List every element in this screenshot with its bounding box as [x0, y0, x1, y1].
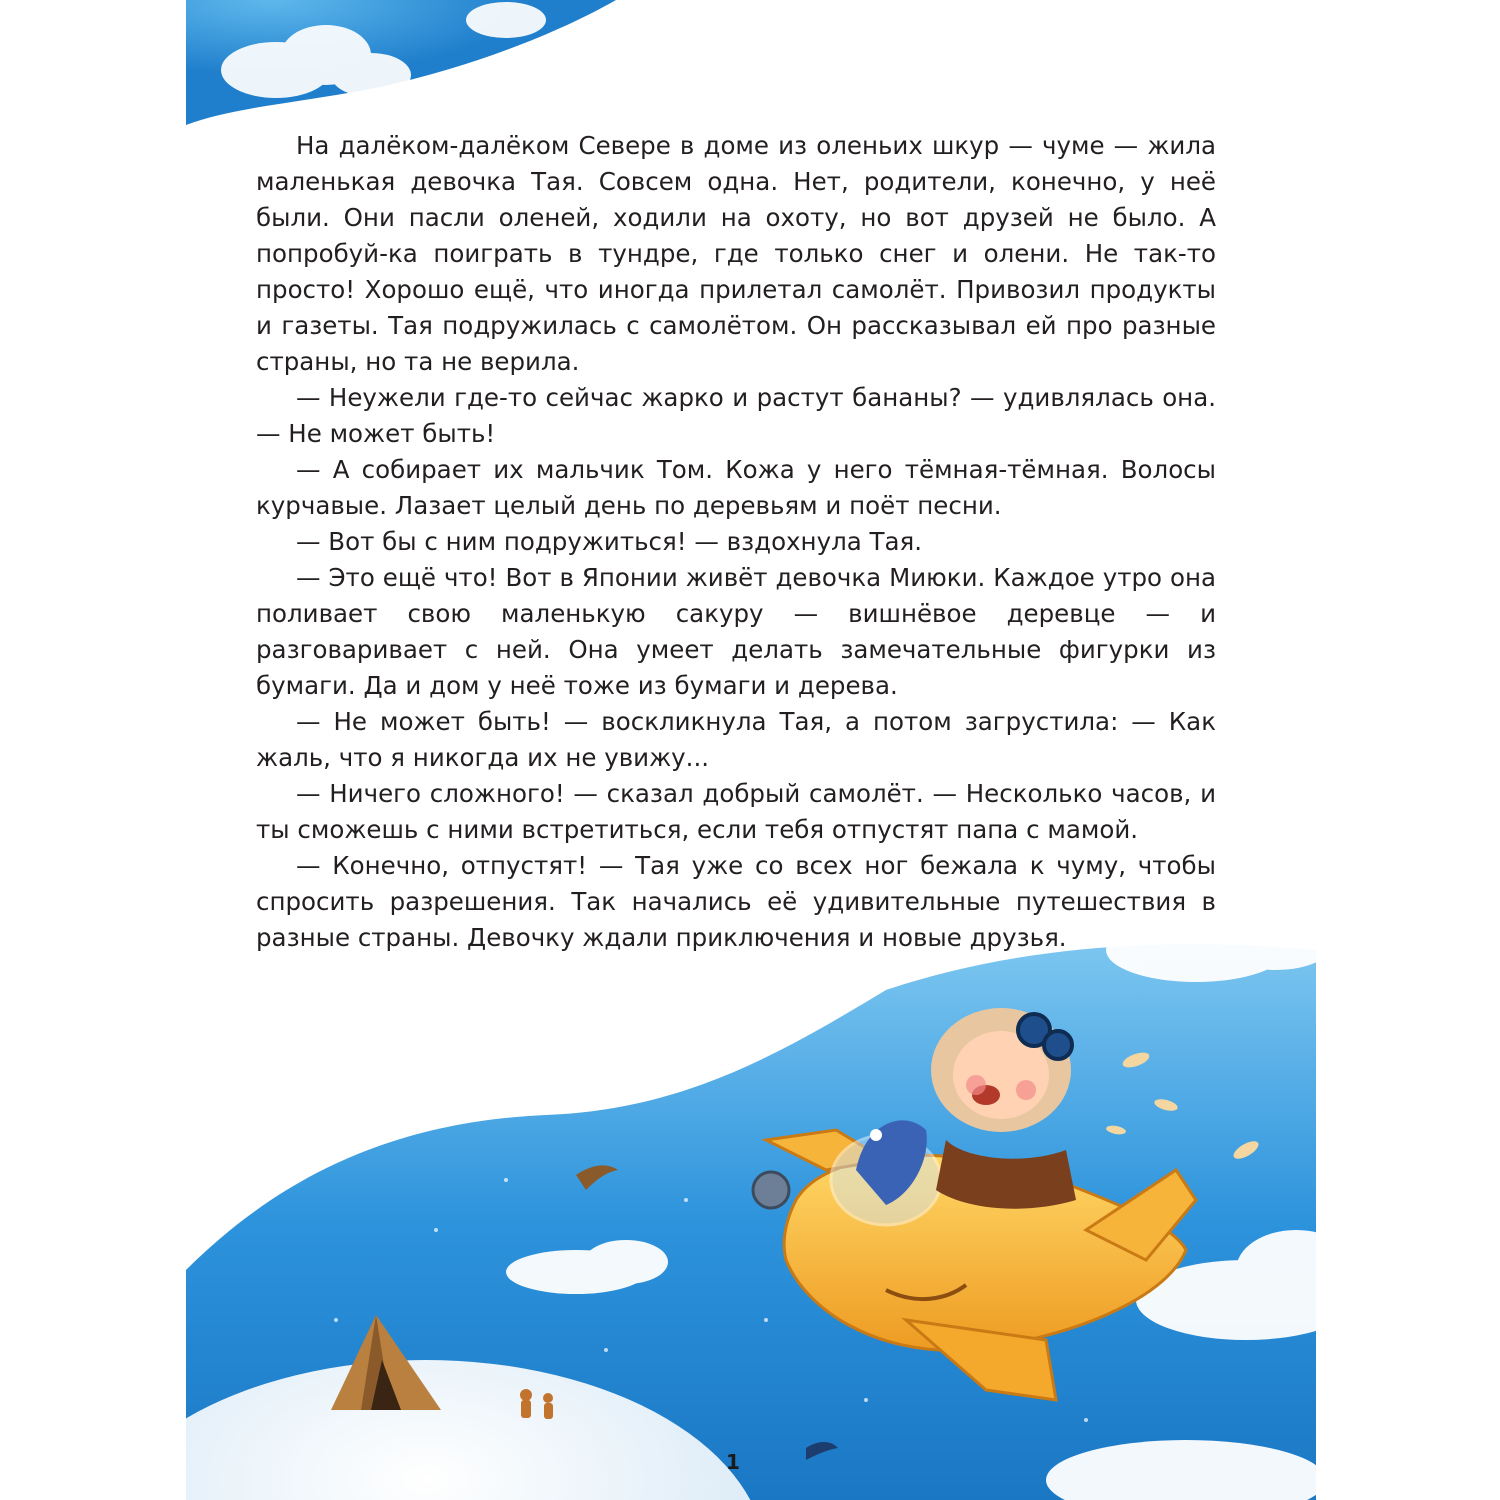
story-paragraph: — Неужели где-то сейчас жарко и растут бананы? — удивлялась она. — Не может быть! [256, 383, 1216, 448]
story-text [256, 128, 1216, 956]
story-paragraph: — Конечно, отпустят! — Тая уже со всех ног бежала к чуму, чтобы спросить разрешения. Так начались её удивительные путешествия в разные страны. Девочку ждали приключения и новые друзья. [256, 851, 1216, 952]
story-paragraph: — А собирает их мальчик Том. Кожа у него тёмная-тёмная. Волосы курчавые. Лазает целый день по деревьям и поёт песни. [256, 455, 1216, 520]
story-paragraph: — Не может быть! — воскликнула Тая, а потом загрустила: — Как жаль, что я никогда их не увижу... [256, 707, 1216, 772]
page-number: 1 [726, 1450, 740, 1474]
story-paragraph: — Вот бы с ним подружиться! — вздохнула Тая. [296, 527, 923, 556]
girl-pilot-icon [931, 1008, 1076, 1209]
story-paragraph: На далёком-далёком Севере в доме из оленьих шкур — чуме — жила маленькая девочка Тая. Совсем одна. Нет, родители, конечно, у неё были. Они пасли оленей, ходили на охоту, но вот друзей не было. А попробуй-ка поиграть в тундре, где только снег и олени. Не так-то просто! Хорошо ещё, что иногда прилетал самолёт. Привозил продукты и газеты. Тая подружилась с самолётом. Он рассказывал ей про разные страны, но та не верила. [256, 131, 1216, 376]
story-paragraph: — Это ещё что! Вот в Японии живёт девочка Миюки. Каждое утро она поливает свою маленькую сакуру — вишнёвое деревце — и разговаривает с ней. Она умеет делать замечательные фигурки из бумаги. Да и дом у неё тоже из бумаги и дерева. [256, 563, 1216, 700]
story-paragraph: — Ничего сложного! — сказал добрый самолёт. — Несколько часов, и ты сможешь с ними встретиться, если тебя отпустят папа с мамой. [256, 779, 1216, 844]
book-page [186, 0, 1316, 1500]
